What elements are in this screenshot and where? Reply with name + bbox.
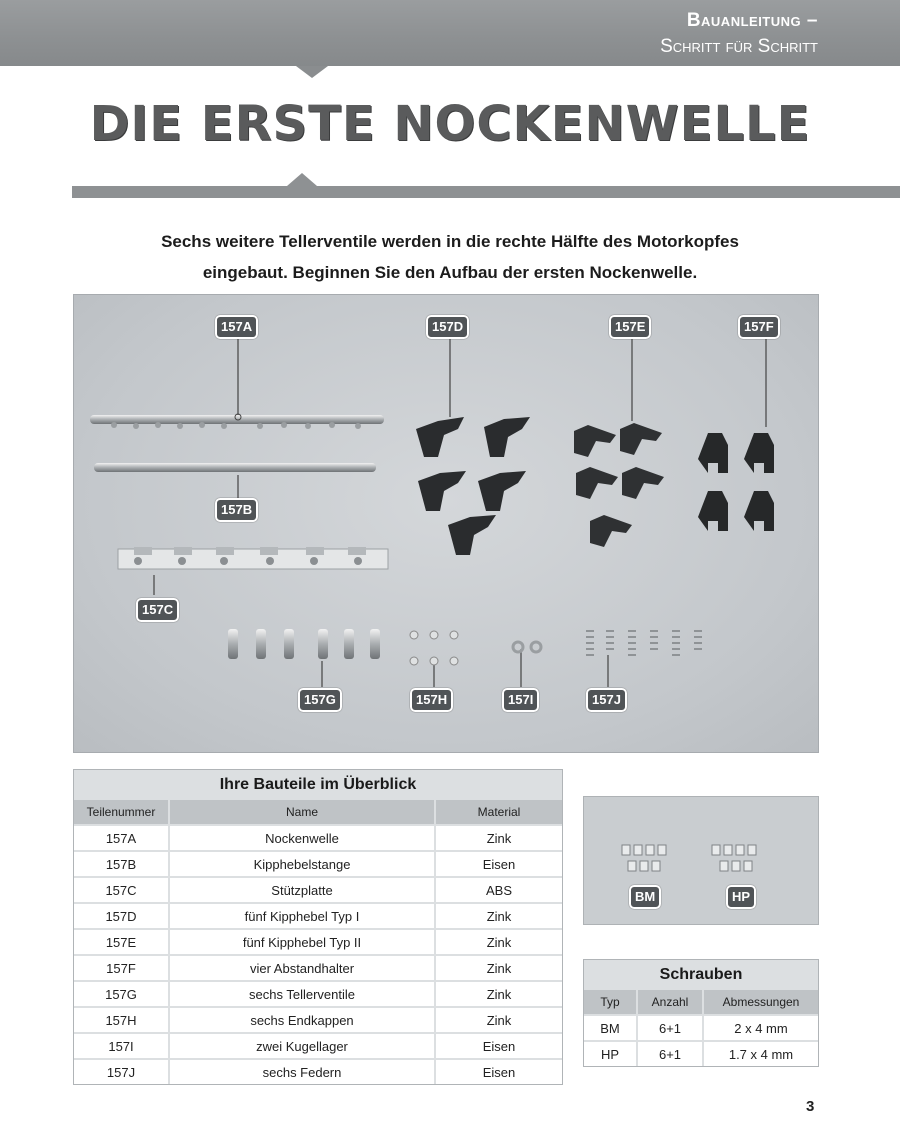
parts-photo: [73, 294, 819, 753]
cell-material: Zink: [435, 981, 562, 1007]
parts-table-header: [74, 800, 562, 825]
screws-table-header: [584, 990, 818, 1015]
part-label-157d: 157D: [426, 315, 469, 339]
screw-label-hp: HP: [726, 885, 756, 909]
cell-name: vier Abstandhalter: [169, 955, 435, 981]
table-row: [74, 981, 562, 1007]
rocker-arms-157d: [416, 417, 530, 555]
cell-part-number: 157J: [74, 1059, 169, 1084]
table-row: [584, 1041, 818, 1066]
part-label-157b: 157B: [215, 498, 258, 522]
cell-material: Zink: [435, 955, 562, 981]
screws-table-box: [583, 959, 819, 1067]
col-header-part-number: Teilenummer: [74, 800, 169, 825]
col-header-material: Material: [435, 800, 562, 825]
intro-line2: eingebaut. Beginnen Sie den Aufbau der ersten Nockenwelle.: [202, 263, 698, 282]
cell-name: Nockenwelle: [169, 825, 435, 851]
springs-157j: [586, 631, 702, 655]
valves-157g: [228, 629, 380, 659]
plate-157c: [118, 547, 388, 569]
cell-part-number: 157D: [74, 903, 169, 929]
cell-part-number: 157E: [74, 929, 169, 955]
cell-material: ABS: [435, 877, 562, 903]
screws-photo: [583, 796, 819, 925]
cell-part-number: 157I: [74, 1033, 169, 1059]
part-label-157h: 157H: [410, 688, 453, 712]
table-row: [74, 1059, 562, 1084]
camshaft-157a: [90, 414, 384, 429]
screws-table-title: Schrauben: [659, 966, 743, 983]
col-header-count: Anzahl: [637, 990, 703, 1015]
cell-material: Zink: [435, 1007, 562, 1033]
table-row: [74, 851, 562, 877]
cell-name: zwei Kugellager: [169, 1033, 435, 1059]
cell-name: Stützplatte: [169, 877, 435, 903]
table-row: [74, 1033, 562, 1059]
cell-count: 6+1: [637, 1041, 703, 1066]
parts-illustration: [74, 295, 818, 752]
cell-type: HP: [584, 1041, 637, 1066]
table-row: [74, 877, 562, 903]
cell-count: 6+1: [637, 1015, 703, 1041]
rocker-arms-157e: [574, 423, 664, 547]
cell-dimensions: 2 x 4 mm: [703, 1015, 818, 1041]
cell-material: Zink: [435, 825, 562, 851]
parts-table: [74, 800, 562, 1084]
screw-label-bm: BM: [629, 885, 661, 909]
section-label-line2: Schritt für Schritt: [660, 36, 818, 57]
table-row: [74, 903, 562, 929]
cell-material: Eisen: [435, 1033, 562, 1059]
part-label-157i: 157I: [502, 688, 539, 712]
cell-part-number: 157G: [74, 981, 169, 1007]
part-label-157j: 157J: [586, 688, 627, 712]
col-header-dimensions: Abmessungen: [703, 990, 818, 1015]
table-row: [74, 825, 562, 851]
screws-hp: [712, 845, 756, 871]
intro-line1: Sechs weitere Tellerventile werden in die rechte Hälfte des Motorkopfes: [161, 232, 739, 251]
table-row: [74, 1007, 562, 1033]
header-notch: [296, 66, 328, 78]
part-label-157e: 157E: [609, 315, 651, 339]
table-row: [74, 929, 562, 955]
screws-bm: [622, 845, 666, 871]
cell-dimensions: 1.7 x 4 mm: [703, 1041, 818, 1066]
cell-part-number: 157B: [74, 851, 169, 877]
part-label-157f: 157F: [738, 315, 780, 339]
cell-name: Kipphebelstange: [169, 851, 435, 877]
cell-part-number: 157C: [74, 877, 169, 903]
page-title: DIE ERSTE NOCKENWELLE: [89, 96, 811, 152]
cell-name: fünf Kipphebel Typ I: [169, 903, 435, 929]
section-label-line1: Bauanleitung –: [686, 10, 818, 31]
title-rule-notch: [287, 173, 317, 186]
cell-name: fünf Kipphebel Typ II: [169, 929, 435, 955]
screws-illustration: [584, 797, 818, 924]
cell-material: Zink: [435, 929, 562, 955]
bearings-157i: [513, 642, 541, 652]
section-label: [660, 8, 818, 60]
endcaps-157h: [410, 631, 458, 665]
page-number: 3: [806, 1098, 815, 1115]
cell-name: sechs Endkappen: [169, 1007, 435, 1033]
screws-table: [584, 990, 818, 1066]
part-label-157a: 157A: [215, 315, 258, 339]
cell-name: sechs Federn: [169, 1059, 435, 1084]
cell-part-number: 157A: [74, 825, 169, 851]
cell-name: sechs Tellerventile: [169, 981, 435, 1007]
part-label-157g: 157G: [298, 688, 342, 712]
cell-material: Eisen: [435, 851, 562, 877]
rod-157b: [94, 463, 376, 472]
table-row: [74, 955, 562, 981]
title-rule: [72, 186, 900, 198]
table-row: [584, 1015, 818, 1041]
cell-part-number: 157H: [74, 1007, 169, 1033]
cell-material: Zink: [435, 903, 562, 929]
intro-text: [90, 226, 810, 288]
part-label-157c: 157C: [136, 598, 179, 622]
parts-table-box: [73, 769, 563, 1085]
parts-table-title: Ihre Bauteile im Überblick: [219, 776, 417, 793]
cell-part-number: 157F: [74, 955, 169, 981]
spacers-157f: [698, 433, 774, 531]
cell-material: Eisen: [435, 1059, 562, 1084]
cell-type: BM: [584, 1015, 637, 1041]
col-header-type: Typ: [584, 990, 637, 1015]
col-header-name: Name: [169, 800, 435, 825]
